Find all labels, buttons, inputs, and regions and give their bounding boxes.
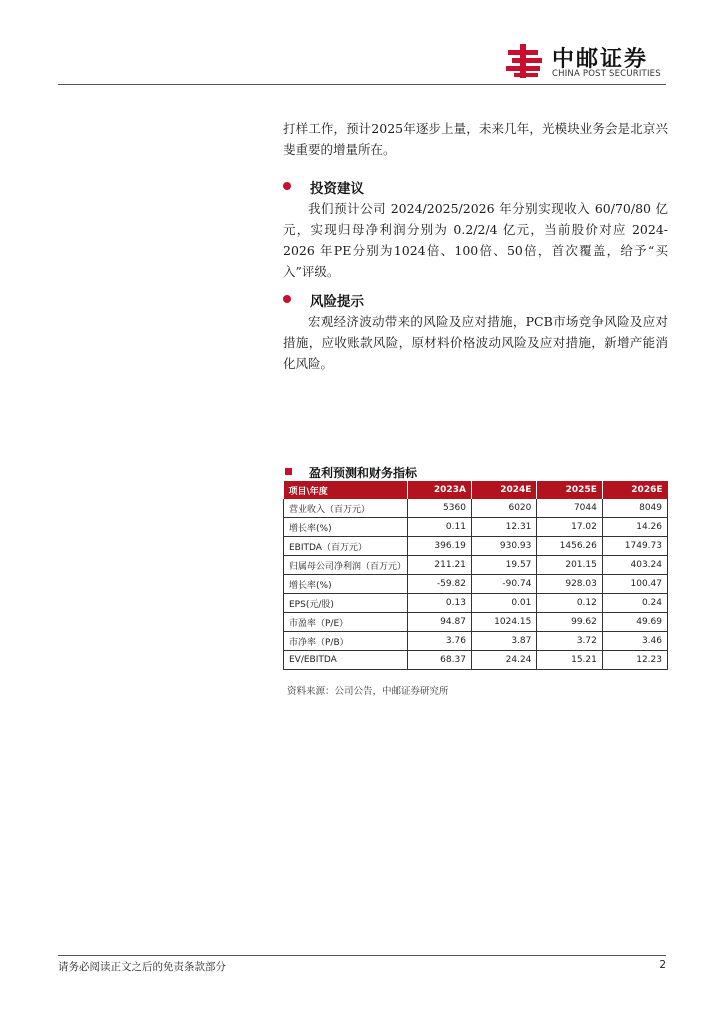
- table-cell: 3.46: [602, 632, 667, 651]
- table-cell: 49.69: [602, 613, 667, 632]
- table-cell: 14.26: [602, 518, 667, 537]
- table-cell: 1456.26: [537, 537, 602, 556]
- table-row: [284, 537, 668, 556]
- logo-english-name: CHINA POST SECURITIES: [552, 69, 661, 79]
- table-row-label: EBITDA（百万元）: [284, 537, 408, 556]
- header-divider: [58, 84, 666, 85]
- section-title-risk: 风险提示: [310, 294, 364, 310]
- table-row-label: EV/EBITDA: [284, 651, 408, 670]
- table-cell: 7044: [537, 499, 602, 518]
- table-cell: 94.87: [407, 613, 471, 632]
- page-number: 2: [659, 959, 666, 971]
- table-cell: 396.19: [407, 537, 471, 556]
- table-header-cell: 2023A: [407, 481, 471, 499]
- table-title-block: [283, 464, 668, 480]
- table-row-label: 市盈率（P/E）: [284, 613, 408, 632]
- company-logo: [506, 42, 666, 82]
- investment-advice-block: [283, 198, 668, 282]
- table-cell: 3.76: [407, 632, 471, 651]
- table-cell: 17.02: [537, 518, 602, 537]
- table-row: [284, 613, 668, 632]
- table-cell: 12.23: [602, 651, 667, 670]
- intro-paragraph: 打样工作，预计2025年逐步上量，未来几年，光模块业务会是北京兴斐重要的增量所在。: [283, 121, 668, 157]
- table-source-note: 资料来源：公司公告，中邮证券研究所: [287, 686, 449, 697]
- table-cell: 19.57: [471, 556, 536, 575]
- table-cell: 403.24: [602, 556, 667, 575]
- table-cell: 3.72: [537, 632, 602, 651]
- table-header-cell: 2025E: [537, 481, 602, 499]
- table-row-label: 归属母公司净利润（百万元）: [284, 556, 408, 575]
- table-cell: 0.01: [471, 594, 536, 613]
- table-cell: 211.21: [407, 556, 471, 575]
- square-bullet-icon: [285, 468, 292, 475]
- table-row: [284, 499, 668, 518]
- risk-warning-text: 宏观经济波动带来的风险及应对措施，PCB市场竞争风险及应对措施，应收账款风险，原材料价格波动风险及应对措施，新增产能消化风险。: [283, 314, 668, 371]
- table-row: [284, 594, 668, 613]
- table-cell: 5360: [407, 499, 471, 518]
- table-cell: 928.03: [537, 575, 602, 594]
- table-cell: 1024.15: [471, 613, 536, 632]
- bullet-icon: [283, 295, 291, 303]
- table-cell: 0.12: [537, 594, 602, 613]
- logo-chinese-name: 中邮证券: [552, 47, 649, 72]
- table-cell: 68.37: [407, 651, 471, 670]
- table-cell: 0.11: [407, 518, 471, 537]
- table-header-row: [284, 481, 668, 499]
- table-body: [284, 499, 668, 670]
- bullet-icon: [283, 182, 291, 190]
- table-row-label: EPS(元/股): [284, 594, 408, 613]
- financial-forecast-table: [283, 481, 668, 670]
- table-cell: -90.74: [471, 575, 536, 594]
- table-cell: 0.13: [407, 594, 471, 613]
- table-cell: -59.82: [407, 575, 471, 594]
- table-row-label: 营业收入（百万元）: [284, 499, 408, 518]
- table-title: 盈利预测和财务指标: [309, 466, 418, 480]
- table-row: [284, 575, 668, 594]
- table-cell: 100.47: [602, 575, 667, 594]
- table-row-label: 增长率(%): [284, 518, 408, 537]
- table-row: [284, 632, 668, 651]
- table-cell: 930.93: [471, 537, 536, 556]
- china-post-logo-icon: [506, 42, 546, 80]
- intro-paragraph-block: [283, 118, 668, 160]
- table-cell: 24.24: [471, 651, 536, 670]
- table-cell: 1749.73: [602, 537, 667, 556]
- table-header-cell: 2024E: [471, 481, 536, 499]
- table-row-label: 增长率(%): [284, 575, 408, 594]
- table-cell: 201.15: [537, 556, 602, 575]
- table-row: [284, 518, 668, 537]
- footer-divider: [58, 955, 666, 956]
- table-cell: 0.24: [602, 594, 667, 613]
- table-cell: 6020: [471, 499, 536, 518]
- table-cell: 99.62: [537, 613, 602, 632]
- table-cell: 3.87: [471, 632, 536, 651]
- table-header-cell: 项目\年度: [284, 481, 408, 499]
- table-row: [284, 651, 668, 670]
- page-header: [58, 0, 666, 86]
- risk-warning-block: [283, 311, 668, 374]
- section-title-investment: 投资建议: [310, 181, 364, 197]
- table-row: [284, 556, 668, 575]
- table-cell: 8049: [602, 499, 667, 518]
- footer-disclaimer: 请务必阅读正文之后的免责条款部分: [58, 961, 226, 973]
- table-cell: 15.21: [537, 651, 602, 670]
- investment-advice-text: 我们预计公司 2024/2025/2026 年分别实现收入 60/70/80 亿元，实现归母净利润分别为 0.2/2/4 亿元，当前股价对应 2024-2026 年PE分别为1024倍、100倍、50倍，首次覆盖，给予“买入”评级。: [283, 201, 668, 279]
- table-header-cell: 2026E: [602, 481, 667, 499]
- table-cell: 12.31: [471, 518, 536, 537]
- table-row-label: 市净率（P/B）: [284, 632, 408, 651]
